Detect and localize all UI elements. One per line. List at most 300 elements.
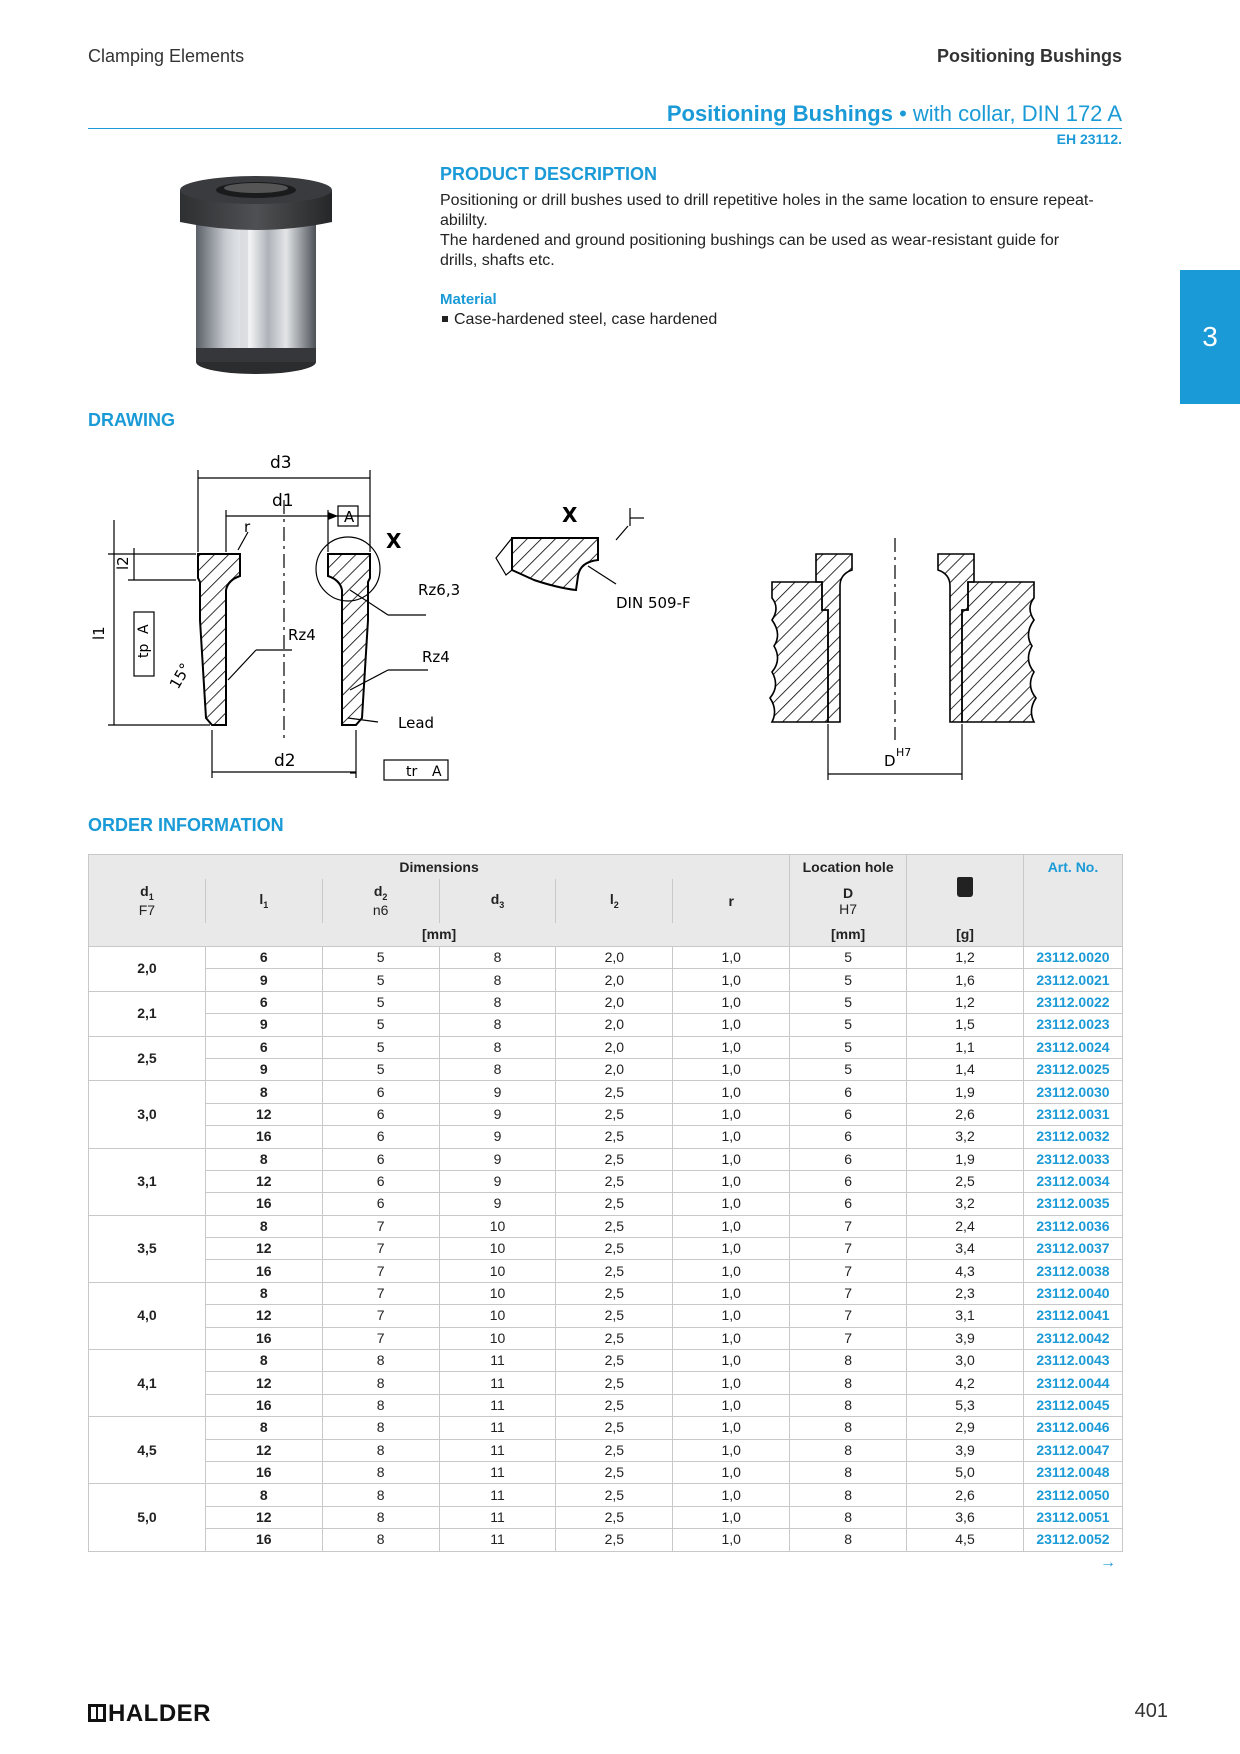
cell-art-no[interactable]: 23112.0040 xyxy=(1023,1282,1122,1304)
cell-d2: 6 xyxy=(322,1103,439,1125)
cell-weight: 1,2 xyxy=(907,947,1024,969)
product-code: EH 23112. xyxy=(1056,131,1122,147)
angle-label: 15° xyxy=(165,659,195,692)
cell-l2: 2,0 xyxy=(556,991,673,1013)
table-row xyxy=(89,1484,1123,1506)
location-hole-tol: H7 xyxy=(896,746,912,759)
cell-d1: 4,0 xyxy=(89,1282,206,1349)
cell-location-d: 6 xyxy=(790,1193,907,1215)
col-r: r xyxy=(673,879,790,923)
cell-d3: 11 xyxy=(439,1439,556,1461)
order-heading: ORDER INFORMATION xyxy=(88,815,284,835)
cell-r: 1,0 xyxy=(673,1282,790,1304)
cell-location-d: 8 xyxy=(790,1372,907,1394)
cell-art-no[interactable]: 23112.0023 xyxy=(1023,1014,1122,1036)
logo-mark-icon xyxy=(88,1704,106,1722)
table-row xyxy=(89,1081,1123,1103)
cell-art-no[interactable]: 23112.0045 xyxy=(1023,1394,1122,1416)
order-table xyxy=(88,854,1123,1552)
cell-r: 1,0 xyxy=(673,1036,790,1058)
cell-location-d: 8 xyxy=(790,1417,907,1439)
cell-art-no[interactable]: 23112.0052 xyxy=(1023,1529,1122,1551)
cell-weight: 2,3 xyxy=(907,1282,1024,1304)
material-item xyxy=(440,311,717,329)
cell-d2: 6 xyxy=(322,1081,439,1103)
material-heading: Material xyxy=(440,291,497,308)
cell-l2: 2,5 xyxy=(556,1350,673,1372)
cell-location-d: 5 xyxy=(790,1036,907,1058)
table-row xyxy=(89,1439,1123,1461)
header-category: Clamping Elements xyxy=(88,46,245,66)
cell-weight: 1,9 xyxy=(907,1081,1024,1103)
cell-r: 1,0 xyxy=(673,1417,790,1439)
cell-l2: 2,5 xyxy=(556,1126,673,1148)
cell-l2: 2,5 xyxy=(556,1238,673,1260)
col-location-d: D H7 xyxy=(790,879,907,923)
description-line: The hardened and ground positioning bushings can be used as wear-resistant guide for xyxy=(440,232,1060,249)
cell-weight: 3,1 xyxy=(907,1305,1024,1327)
cell-l2: 2,5 xyxy=(556,1484,673,1506)
cell-art-no[interactable]: 23112.0042 xyxy=(1023,1327,1122,1349)
unit-art-blank xyxy=(1023,923,1122,947)
title-bullet: • xyxy=(899,101,907,126)
cell-weight: 3,6 xyxy=(907,1506,1024,1528)
table-row xyxy=(89,1148,1123,1170)
cell-weight: 3,4 xyxy=(907,1238,1024,1260)
page-title xyxy=(667,101,1122,127)
cell-weight: 5,3 xyxy=(907,1394,1024,1416)
cell-art-no[interactable]: 23112.0050 xyxy=(1023,1484,1122,1506)
product-description-heading: PRODUCT DESCRIPTION xyxy=(440,164,658,184)
rz4-label-inner: Rz4 xyxy=(288,626,316,644)
table-row xyxy=(89,1260,1123,1282)
cell-l2: 2,5 xyxy=(556,1103,673,1125)
cell-weight: 3,0 xyxy=(907,1350,1024,1372)
cell-l1: 8 xyxy=(205,1484,322,1506)
cell-d2: 5 xyxy=(322,1036,439,1058)
cell-d3: 11 xyxy=(439,1394,556,1416)
cell-l1: 8 xyxy=(205,1081,322,1103)
lead-label: Lead xyxy=(398,714,435,732)
table-row xyxy=(89,1282,1123,1304)
cell-weight: 3,9 xyxy=(907,1439,1024,1461)
cell-l2: 2,5 xyxy=(556,1372,673,1394)
cell-art-no[interactable]: 23112.0034 xyxy=(1023,1170,1122,1192)
halder-logo xyxy=(88,1700,211,1728)
cell-r: 1,0 xyxy=(673,1506,790,1528)
cell-location-d: 6 xyxy=(790,1126,907,1148)
cell-weight: 2,5 xyxy=(907,1170,1024,1192)
cell-art-no[interactable]: 23112.0031 xyxy=(1023,1103,1122,1125)
detail-x-view xyxy=(496,503,691,612)
cell-weight: 1,6 xyxy=(907,969,1024,991)
cell-d2: 8 xyxy=(322,1506,439,1528)
cell-art-no[interactable]: 23112.0041 xyxy=(1023,1305,1122,1327)
cell-l1: 16 xyxy=(205,1260,322,1282)
cell-art-no[interactable]: 23112.0024 xyxy=(1023,1036,1122,1058)
cell-l2: 2,0 xyxy=(556,1058,673,1080)
location-hole-label: D xyxy=(884,752,896,770)
cell-d3: 10 xyxy=(439,1215,556,1237)
cell-d3: 9 xyxy=(439,1126,556,1148)
cell-l2: 2,5 xyxy=(556,1170,673,1192)
table-row xyxy=(89,969,1123,991)
cell-l2: 2,5 xyxy=(556,1081,673,1103)
description-line: abililty. xyxy=(440,212,488,229)
cell-d2: 6 xyxy=(322,1126,439,1148)
cell-l1: 6 xyxy=(205,1036,322,1058)
cell-d3: 9 xyxy=(439,1193,556,1215)
cell-d1: 4,1 xyxy=(89,1350,206,1417)
cell-d3: 11 xyxy=(439,1461,556,1483)
rz63-label: Rz6,3 xyxy=(418,581,461,599)
cell-r: 1,0 xyxy=(673,1014,790,1036)
cell-l1: 16 xyxy=(205,1327,322,1349)
cell-d2: 6 xyxy=(322,1193,439,1215)
table-row xyxy=(89,1058,1123,1080)
cell-d3: 8 xyxy=(439,1014,556,1036)
cell-d2: 5 xyxy=(322,947,439,969)
table-row xyxy=(89,1126,1123,1148)
cell-l2: 2,5 xyxy=(556,1506,673,1528)
cell-art-no[interactable]: 23112.0044 xyxy=(1023,1372,1122,1394)
cell-art-no[interactable]: 23112.0037 xyxy=(1023,1238,1122,1260)
cell-r: 1,0 xyxy=(673,947,790,969)
cell-location-d: 5 xyxy=(790,969,907,991)
cell-location-d: 7 xyxy=(790,1305,907,1327)
cell-location-d: 8 xyxy=(790,1350,907,1372)
cell-r: 1,0 xyxy=(673,1215,790,1237)
col-l2: $l_2$ xyxy=(556,879,673,923)
cell-d3: 11 xyxy=(439,1529,556,1551)
cell-weight: 5,0 xyxy=(907,1461,1024,1483)
r-label: r xyxy=(244,518,251,536)
art-no-header: Art. No. xyxy=(1023,855,1122,923)
tp-datum-label: A xyxy=(136,624,152,634)
cell-location-d: 5 xyxy=(790,991,907,1013)
cell-d2: 5 xyxy=(322,969,439,991)
cell-r: 1,0 xyxy=(673,1350,790,1372)
cell-l1: 8 xyxy=(205,1350,322,1372)
cell-d3: 10 xyxy=(439,1260,556,1282)
technical-drawing xyxy=(88,440,1048,800)
cell-l2: 2,0 xyxy=(556,1014,673,1036)
col-d1: $d_1$ F7 xyxy=(89,879,206,923)
cell-r: 1,0 xyxy=(673,1126,790,1148)
cell-r: 1,0 xyxy=(673,1394,790,1416)
cell-weight: 2,9 xyxy=(907,1417,1024,1439)
cell-weight: 1,5 xyxy=(907,1014,1024,1036)
cell-d2: 8 xyxy=(322,1417,439,1439)
cell-l2: 2,5 xyxy=(556,1417,673,1439)
cell-d2: 8 xyxy=(322,1484,439,1506)
cell-location-d: 5 xyxy=(790,1014,907,1036)
cell-location-d: 8 xyxy=(790,1506,907,1528)
cell-d3: 8 xyxy=(439,991,556,1013)
table-row xyxy=(89,1305,1123,1327)
cell-d3: 8 xyxy=(439,1036,556,1058)
cell-d2: 8 xyxy=(322,1350,439,1372)
cell-d3: 11 xyxy=(439,1350,556,1372)
cell-weight: 4,3 xyxy=(907,1260,1024,1282)
table-row xyxy=(89,1193,1123,1215)
cell-weight: 3,2 xyxy=(907,1193,1024,1215)
cell-r: 1,0 xyxy=(673,1529,790,1551)
cell-d1: 4,5 xyxy=(89,1417,206,1484)
cell-r: 1,0 xyxy=(673,1260,790,1282)
cell-location-d: 6 xyxy=(790,1081,907,1103)
cell-r: 1,0 xyxy=(673,1103,790,1125)
table-row xyxy=(89,1529,1123,1551)
table-row xyxy=(89,991,1123,1013)
dimensions-header: Dimensions xyxy=(89,855,790,879)
table-row xyxy=(89,1238,1123,1260)
cell-location-d: 7 xyxy=(790,1238,907,1260)
cell-weight: 1,2 xyxy=(907,991,1024,1013)
cell-d3: 11 xyxy=(439,1372,556,1394)
cell-l1: 12 xyxy=(205,1372,322,1394)
cell-weight: 1,4 xyxy=(907,1058,1024,1080)
header-section: Positioning Bushings xyxy=(937,46,1122,66)
cell-d2: 8 xyxy=(322,1461,439,1483)
cell-d3: 11 xyxy=(439,1506,556,1528)
cell-art-no[interactable]: 23112.0043 xyxy=(1023,1350,1122,1372)
cell-l1: 6 xyxy=(205,991,322,1013)
cell-art-no[interactable]: 23112.0020 xyxy=(1023,947,1122,969)
drawing-heading: DRAWING xyxy=(88,410,175,430)
cell-l2: 2,0 xyxy=(556,947,673,969)
cell-l1: 16 xyxy=(205,1461,322,1483)
product-description xyxy=(440,191,1122,271)
cell-art-no[interactable]: 23112.0046 xyxy=(1023,1417,1122,1439)
cell-weight: 2,6 xyxy=(907,1484,1024,1506)
cell-d2: 7 xyxy=(322,1282,439,1304)
cell-location-d: 8 xyxy=(790,1484,907,1506)
cell-d2: 6 xyxy=(322,1170,439,1192)
table-row xyxy=(89,1506,1123,1528)
table-row xyxy=(89,1394,1123,1416)
table-row xyxy=(89,1014,1123,1036)
cell-weight: 3,9 xyxy=(907,1327,1024,1349)
cell-r: 1,0 xyxy=(673,1193,790,1215)
cell-d1: 3,5 xyxy=(89,1215,206,1282)
table-row xyxy=(89,1461,1123,1483)
cell-r: 1,0 xyxy=(673,991,790,1013)
cell-l1: 16 xyxy=(205,1193,322,1215)
cell-weight: 1,1 xyxy=(907,1036,1024,1058)
cell-weight: 4,2 xyxy=(907,1372,1024,1394)
l2-label: l2 xyxy=(114,556,132,570)
cell-l1: 12 xyxy=(205,1305,322,1327)
cell-l2: 2,5 xyxy=(556,1282,673,1304)
cell-r: 1,0 xyxy=(673,1238,790,1260)
title-sub: with collar, DIN 172 A xyxy=(912,101,1122,126)
cell-d2: 8 xyxy=(322,1529,439,1551)
cell-l1: 12 xyxy=(205,1103,322,1125)
col-d2: $d_2$ n6 xyxy=(322,879,439,923)
detail-x-title: X xyxy=(562,503,578,527)
cell-d1: 3,0 xyxy=(89,1081,206,1148)
cell-location-d: 7 xyxy=(790,1215,907,1237)
cell-d3: 10 xyxy=(439,1327,556,1349)
cell-location-d: 7 xyxy=(790,1260,907,1282)
cell-l1: 8 xyxy=(205,1215,322,1237)
cell-r: 1,0 xyxy=(673,1058,790,1080)
table-row xyxy=(89,1350,1123,1372)
arrow-right-icon[interactable]: → xyxy=(1100,1554,1116,1571)
col-l1: $l_1$ xyxy=(205,879,322,923)
cell-l1: 8 xyxy=(205,1417,322,1439)
location-hole-header: Location hole xyxy=(790,855,907,879)
cell-d3: 10 xyxy=(439,1238,556,1260)
cell-d3: 9 xyxy=(439,1170,556,1192)
cell-weight: 1,9 xyxy=(907,1148,1024,1170)
description-line: drills, shafts etc. xyxy=(440,252,555,269)
cell-location-d: 6 xyxy=(790,1148,907,1170)
cell-d3: 8 xyxy=(439,947,556,969)
cell-weight: 2,4 xyxy=(907,1215,1024,1237)
l1-label: l1 xyxy=(90,626,108,640)
cell-art-no[interactable]: 23112.0036 xyxy=(1023,1215,1122,1237)
cell-r: 1,0 xyxy=(673,1327,790,1349)
cell-l1: 8 xyxy=(205,1282,322,1304)
cell-d3: 9 xyxy=(439,1103,556,1125)
cell-l1: 9 xyxy=(205,1014,322,1036)
cell-l2: 2,5 xyxy=(556,1439,673,1461)
cell-r: 1,0 xyxy=(673,1461,790,1483)
cell-l1: 12 xyxy=(205,1506,322,1528)
tr-tolerance-label: tr xyxy=(406,764,418,780)
cell-r: 1,0 xyxy=(673,1484,790,1506)
cell-art-no[interactable]: 23112.0021 xyxy=(1023,969,1122,991)
cell-location-d: 5 xyxy=(790,947,907,969)
cell-r: 1,0 xyxy=(673,969,790,991)
weight-icon xyxy=(957,877,973,897)
cell-d3: 10 xyxy=(439,1305,556,1327)
cell-art-no[interactable]: 23112.0035 xyxy=(1023,1193,1122,1215)
datum-a-label: A xyxy=(344,508,355,526)
d1-label: d1 xyxy=(272,491,294,511)
cell-l1: 16 xyxy=(205,1529,322,1551)
cell-d2: 5 xyxy=(322,991,439,1013)
cell-location-d: 6 xyxy=(790,1170,907,1192)
cell-location-d: 5 xyxy=(790,1058,907,1080)
table-row xyxy=(89,1215,1123,1237)
cell-weight: 3,2 xyxy=(907,1126,1024,1148)
cell-r: 1,0 xyxy=(673,1081,790,1103)
cell-art-no[interactable]: 23112.0048 xyxy=(1023,1461,1122,1483)
cell-d2: 8 xyxy=(322,1372,439,1394)
cell-art-no[interactable]: 23112.0030 xyxy=(1023,1081,1122,1103)
cell-l2: 2,5 xyxy=(556,1148,673,1170)
d2-label: d2 xyxy=(274,751,296,771)
table-row xyxy=(89,1103,1123,1125)
cell-location-d: 8 xyxy=(790,1461,907,1483)
cell-r: 1,0 xyxy=(673,1148,790,1170)
cell-l1: 9 xyxy=(205,1058,322,1080)
cell-weight: 4,5 xyxy=(907,1529,1024,1551)
cell-l2: 2,5 xyxy=(556,1394,673,1416)
cell-art-no[interactable]: 23112.0038 xyxy=(1023,1260,1122,1282)
cell-l1: 8 xyxy=(205,1148,322,1170)
table-row xyxy=(89,1170,1123,1192)
d3-label: d3 xyxy=(270,453,292,473)
col-d3: $d_3$ xyxy=(439,879,556,923)
cell-d2: 7 xyxy=(322,1305,439,1327)
unit-mm: [mm] xyxy=(89,923,790,947)
cell-art-no[interactable]: 23112.0047 xyxy=(1023,1439,1122,1461)
table-row xyxy=(89,1372,1123,1394)
cell-d2: 6 xyxy=(322,1148,439,1170)
cell-d2: 5 xyxy=(322,1014,439,1036)
cell-d1: 2,5 xyxy=(89,1036,206,1081)
cell-d2: 7 xyxy=(322,1260,439,1282)
cell-location-d: 6 xyxy=(790,1103,907,1125)
cell-l2: 2,5 xyxy=(556,1215,673,1237)
cell-location-d: 8 xyxy=(790,1439,907,1461)
unit-mm-location: [mm] xyxy=(790,923,907,947)
cell-d1: 3,1 xyxy=(89,1148,206,1215)
weight-header xyxy=(907,855,1024,923)
installation-view xyxy=(770,538,1036,780)
cell-l1: 12 xyxy=(205,1170,322,1192)
cell-location-d: 8 xyxy=(790,1394,907,1416)
cell-art-no[interactable]: 23112.0051 xyxy=(1023,1506,1122,1528)
cell-art-no[interactable]: 23112.0025 xyxy=(1023,1058,1122,1080)
product-photo xyxy=(168,172,348,378)
cell-l1: 12 xyxy=(205,1439,322,1461)
page-number: 401 xyxy=(1134,1700,1168,1722)
cell-d1: 2,1 xyxy=(89,991,206,1036)
cell-d3: 11 xyxy=(439,1484,556,1506)
cell-l1: 16 xyxy=(205,1126,322,1148)
cell-l2: 2,0 xyxy=(556,1036,673,1058)
description-line: Positioning or drill bushes used to drill repetitive holes in the same location to ensure repeat- xyxy=(440,192,1094,209)
cell-l2: 2,5 xyxy=(556,1260,673,1282)
chapter-tab[interactable]: 3 xyxy=(1180,270,1240,404)
cell-d2: 7 xyxy=(322,1327,439,1349)
table-row xyxy=(89,1036,1123,1058)
cell-d3: 9 xyxy=(439,1081,556,1103)
tp-tolerance-label: tp xyxy=(136,643,152,658)
cell-art-no[interactable]: 23112.0032 xyxy=(1023,1126,1122,1148)
cell-r: 1,0 xyxy=(673,1170,790,1192)
cell-r: 1,0 xyxy=(673,1372,790,1394)
table-row xyxy=(89,1327,1123,1349)
cell-art-no[interactable]: 23112.0033 xyxy=(1023,1148,1122,1170)
cell-d1: 2,0 xyxy=(89,947,206,992)
cell-l1: 6 xyxy=(205,947,322,969)
cell-d3: 11 xyxy=(439,1417,556,1439)
cell-location-d: 8 xyxy=(790,1529,907,1551)
material-text: Case-hardened steel, case hardened xyxy=(454,311,718,328)
cell-l2: 2,5 xyxy=(556,1327,673,1349)
cell-r: 1,0 xyxy=(673,1439,790,1461)
cell-l1: 16 xyxy=(205,1394,322,1416)
cell-art-no[interactable]: 23112.0022 xyxy=(1023,991,1122,1013)
cell-d2: 8 xyxy=(322,1394,439,1416)
rz4-label-outer: Rz4 xyxy=(422,648,450,666)
cell-l2: 2,5 xyxy=(556,1305,673,1327)
cell-weight: 2,6 xyxy=(907,1103,1024,1125)
detail-x-label: X xyxy=(386,529,402,553)
table-row xyxy=(89,947,1123,969)
cell-d3: 10 xyxy=(439,1282,556,1304)
cell-d1: 5,0 xyxy=(89,1484,206,1551)
cell-d2: 7 xyxy=(322,1238,439,1260)
order-table-body xyxy=(89,947,1123,1552)
cell-l2: 2,5 xyxy=(556,1461,673,1483)
